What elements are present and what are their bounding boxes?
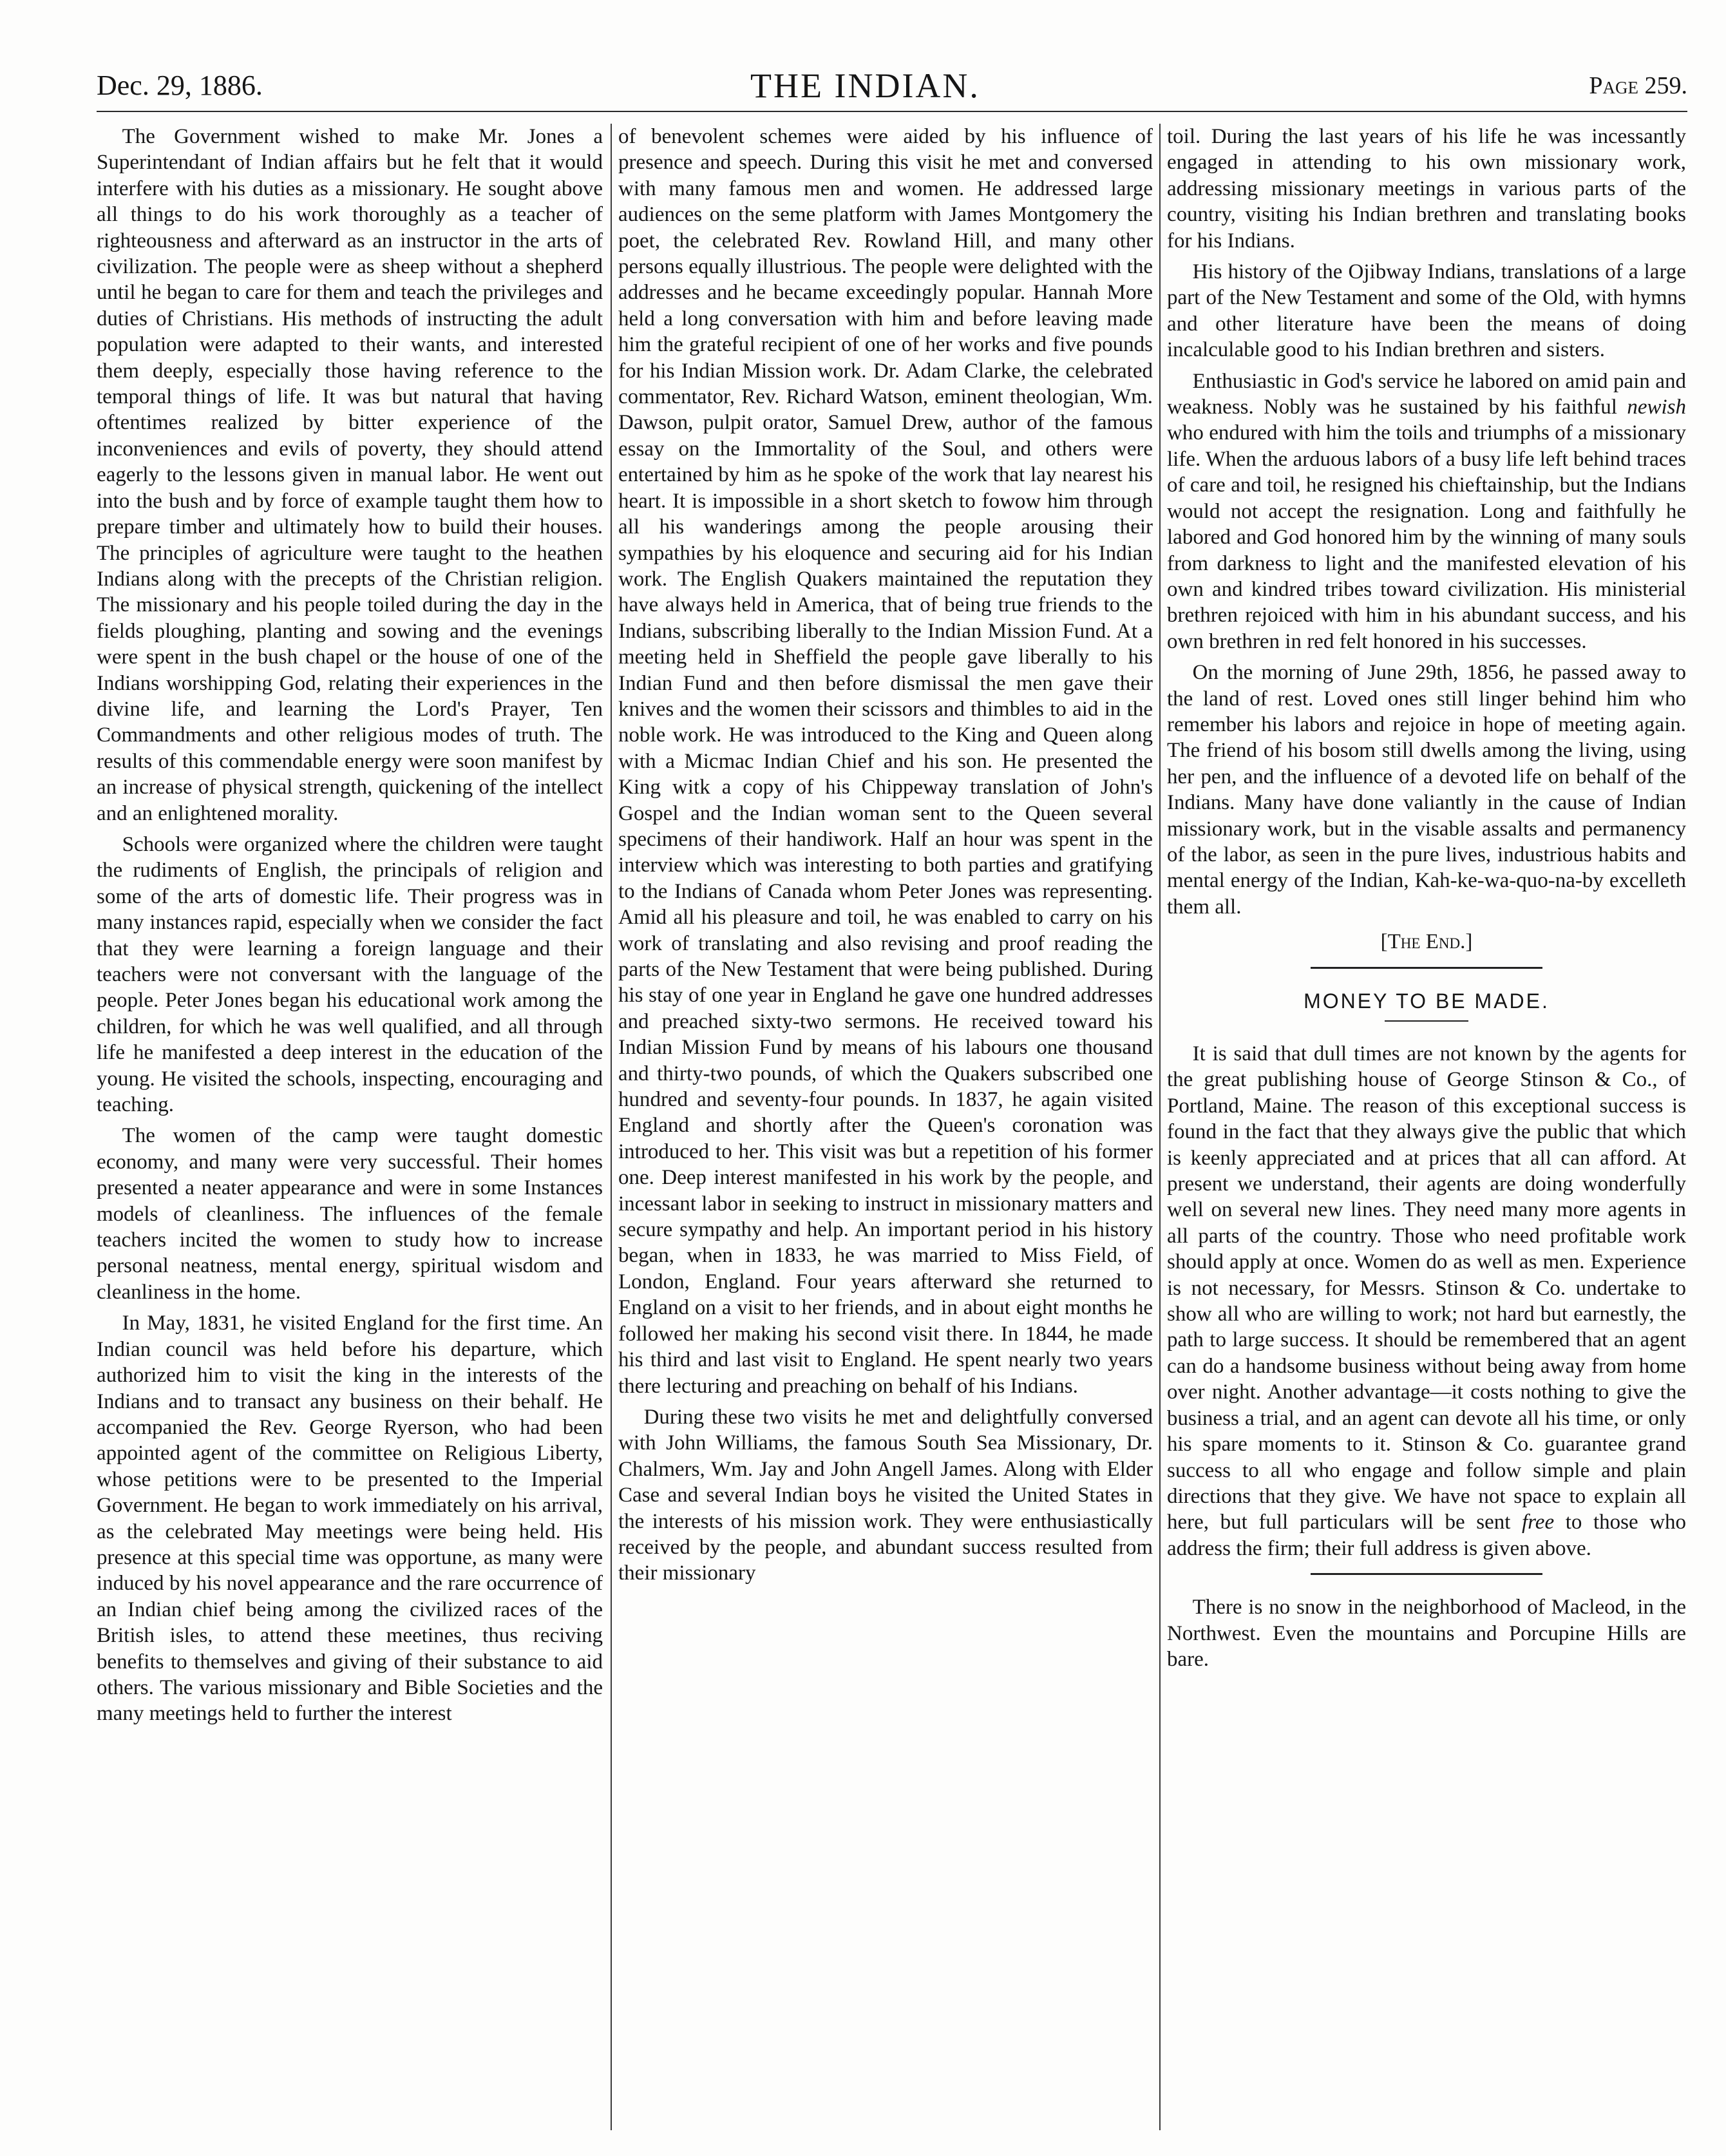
section-rule — [1311, 1573, 1542, 1575]
paragraph-government: The Government wished to make Mr. Jones a Superintendant of Indian affairs but he felt that it would interfere with his duties as a missionary. He sought above all things to do his work thoroughly as a teacher of righteousness and afterward as an instructor in the arts of civilization. The people were as sheep without a shepherd until he began to care for them and teach the privileges and duties of Christians. His methods of instructing the adult population were adapted to their wants, and interested them deeply, especially those having reference to the temporal things of life. It was but natural that having oftentimes realized by bitter experience of the inconveniences and evils of poverty, they should attend eagerly to the lessons given in manual labor. He went out into the bush and by force of example taught them how to prepare timber and ultimately how to build their houses. The principles of agriculture were taught to the heathen Indians along with the precepts of the Christian religion. The missionary and his people toiled during the day in the fields ploughing, planting and sowing and the evenings were spent in the bush chapel or the house of one of the Indians worshipping God, relating their experiences in the divine life, and learning the Lord's Prayer, Ten Commandments and other religious modes of truth. The results of this commendable energy were soon manifest by an increase of physical strength, quickening of the intellect and an enlightened morality. — [97, 125, 603, 825]
column-right — [1167, 124, 1686, 2130]
heading-rule — [1385, 1020, 1468, 1022]
paragraph-stinson-advert — [1167, 1041, 1686, 1561]
text-segment: to those who address the firm; their full address is given above. — [1167, 1511, 1686, 1560]
issue-date: Dec. 29, 1886. — [97, 70, 263, 101]
paragraph-women-of-camp: The women of the camp were taught domestic economy, and many were very successful. Their homes presented a neater appearance and were in some Instances models of cleanliness. The influences of the female teachers incited the women to study how to increase personal neatness, mental energy, spiritual wisdom and cleanliness in the home. — [97, 1124, 603, 1304]
end-mark: [The End.] — [1380, 930, 1473, 954]
page-number: Page 259. — [1589, 72, 1687, 99]
article-heading: MONEY TO BE MADE. — [1304, 989, 1550, 1013]
paragraph-england-visit: In May, 1831, he visited England for the first time. An Indian council was held before his departure, which authorized him to visit the king in the interests of the Indians and to transact any business on their behalf. He accompanied the Rev. George Ryerson, who had been appointed agent of the committee on Religious Liberty, whose petitions were to be presented to the Imperial Government. He began to work immediately on his arrival, as the celebrated May meetings were being held. His presence at this special time was opportune, as many were induced by his novel appearance and the rare occurrence of an Indian chief being among the civilized races of the British isles, to attend these meetines, thus reciving benefits to themselves and giving of their substance to aid others. The various missionary and Bible Societies and the many meetings held to further the interest — [97, 1312, 603, 1726]
column-middle — [618, 124, 1153, 2130]
paragraph-ojibway-history: His history of the Ojibway Indians, translations of a large part of the New Testament and some of the Old, with hymns and other literature have been the means of doing incalculable good to his Indian brethren and sisters. — [1167, 260, 1686, 362]
text-segment: Enthusiastic in God's service he labored on amid pain and weakness. Nobly was he sustained by his faithful — [1167, 369, 1686, 419]
paragraph-schools: Schools were organized where the children were taught the rudiments of English, the principals of religion and some of the arts of domestic life. Their progress was in many instances rapid, especially when we consider the fact that they were learning a foreign language and their teachers were not conversant with the language of the people. Peter Jones began his educational work among the children, for which he was well qualified, and all through life he manifested a deep interest in the education of the young. He visited the schools, inspecting, encouraging and teaching. — [97, 832, 603, 1117]
paragraph-snow-news: There is no snow in the neighborhood of Macleod, in the Northwest. Even the mountains and Porcupine Hills are bare. — [1167, 1596, 1686, 1671]
paragraph-benevolent-schemes: of benevolent schemes were aided by his influence of presence and speech. During this visit he met and conversed with many famous men and women. He addressed large audiences on the seme platform with James Montgomery the poet, the celebrated Rev. Rowland Hill, and many other persons equally illustrious. The people were delighted with the addresses and he became exceedingly popular. Hannah More held a long conversation with him and before leaving made him the grateful recipient of one of her works and five pounds for his Indian Mission work. Dr. Adam Clarke, the celebrated commentator, Rev. Richard Watson, eminent theologian, Wm. Dawson, pulpit orator, Samuel Drew, author of the famous essay on the Immortality of the Soul, and others were entertained by him as he spoke of the work that lay nearest his heart. It is impossible in a short sketch to fowow him through all his wanderings among the people arousing their sympathies by his eloquence and securing aid for his Indian work. The English Quakers maintained the reputation they have always held in America, that of being true friends to the Indians, subscribing liberally to the Indian Mission Fund. At a meeting held in Sheffield the people gave liberally to his Indian Fund and then before dismissal the men gave their knives and the women their scissors and thimbles to aid in the noble work. He was introduced to the King and Queen along with a Micmac Indian Chief and his son. He presented the King witk a copy of his Chippeway translation of John's Gospel and the Indian woman sent to the Queen several specimens of their handiwork. Half an hour was spent in the interview which was interesting to both parties and gratifying to the Indians of Canada whom Peter Jones was representing. Amid all his pleasure and toil, he was enabled to carry on his work of translating and also revising and proof reading the parts of the New Testament that were being published. During his stay of one year in England he gave one hundred addresses and preached sixty-two sermons. He received toward his Indian Mission Fund by means of his labours one thousand and thirty-two pounds, of which the Quakers subscribed one hundred and seventy-four pounds. In 1837, he again visited England and shortly after the Queen's coronation was introduced to her. This visit was but a repetition of his former one. Deep interest manifested in his work by the people, and incessant labor in seeking to instruct in missionary matters and secure sympathy and help. An important period in his history began, when in 1833, he was married to Miss Field, of London, England. Four years afterward she returned to England on a visit to her friends, and in about eight months he followed her making his second visit there. In 1844, he made his third and last visit to England. He spent nearly two years there lecturing and preaching on behalf of his Indians. — [618, 125, 1153, 1398]
italic-word: newish — [1627, 396, 1686, 419]
italic-word: free — [1522, 1511, 1555, 1534]
text-segment: who endured with him the toils and triumphs of a missionary life. When the arduous labors of a busy life left behind traces of care and toil, he resigned his chieftainship, but the Indians would not accept the resignation. Long and faithfully he labored and God honored him by the winning of many souls from darkness to light and the manifested elevation of his own and kindred tribes toward civilization. His ministerial brethren rejoiced with him in his abundant success, and his own brethren in red felt honored in his successes. — [1167, 421, 1686, 653]
text-segment: It is said that dull times are not known by the agents for the great publishing house of George Stinson & Co., of Portland, Maine. The reason of this exceptional success is found in the fact that they always give the public that which is keenly appreciated and at prices that all can afford. At present we understand, their agents are doing wonderfully well on several new lines. They need many more agents in all parts of the country. Those who need profitable work should apply at once. Women do as well as men. Experience is not necessary, for Messrs. Stinson & Co. undertake to show all who are willing to work; not hard but earnestly, the path to large success. It should be remembered that an agent can do a handsome business without being away from home over night. Another advantage—it costs nothing to give the business a trial, and an agent can devote all his time, or only his spare moments to it. Stinson & Co. guarantee grand success to all who engage and follow simple and plain directions that they give. We have not space to explain all here, but full particulars will be sent — [1167, 1042, 1686, 1534]
column-divider-left — [611, 124, 612, 2130]
masthead — [97, 57, 1687, 115]
paragraph-passing: On the morning of June 29th, 1856, he passed away to the land of rest. Loved ones still linger behind him who remember his labors and rejoice in hope of meeting again. The friend of his bosom still dwells among the living, using her pen, and the influence of a devoted life on behalf of the Indians. Many have done valiantly in the cause of Indian missionary work, but in the visable assalts and permanency of the labor, as seen in the pure lives, industrious habits and mental energy of the Indian, Kah-ke-wa-quo-na-by excelleth them all. — [1167, 661, 1686, 919]
section-rule — [1311, 967, 1542, 969]
column-divider-right — [1159, 124, 1161, 2130]
masthead-rule — [97, 111, 1687, 112]
paragraph-two-visits: During these two visits he met and delightfully conversed with John Williams, the famous South Sea Missionary, Dr. Chalmers, Wm. Jay and John Angell James. Along with Elder Case and several Indian boys he visited the United States in the interests of his mission work. They were enthusiastically received by the people, and abundant success resulted from their missionary — [618, 1405, 1153, 1585]
paragraph-enthusiastic — [1167, 368, 1686, 654]
newspaper-title: THE INDIAN. — [750, 66, 980, 105]
paragraph-last-years: toil. During the last years of his life he was incessantly engaged in attending to his own missionary work, addressing missionary meetings in various parts of the country, visiting his Indian brethren and translating books for his Indians. — [1167, 125, 1686, 253]
column-left — [97, 124, 603, 2130]
